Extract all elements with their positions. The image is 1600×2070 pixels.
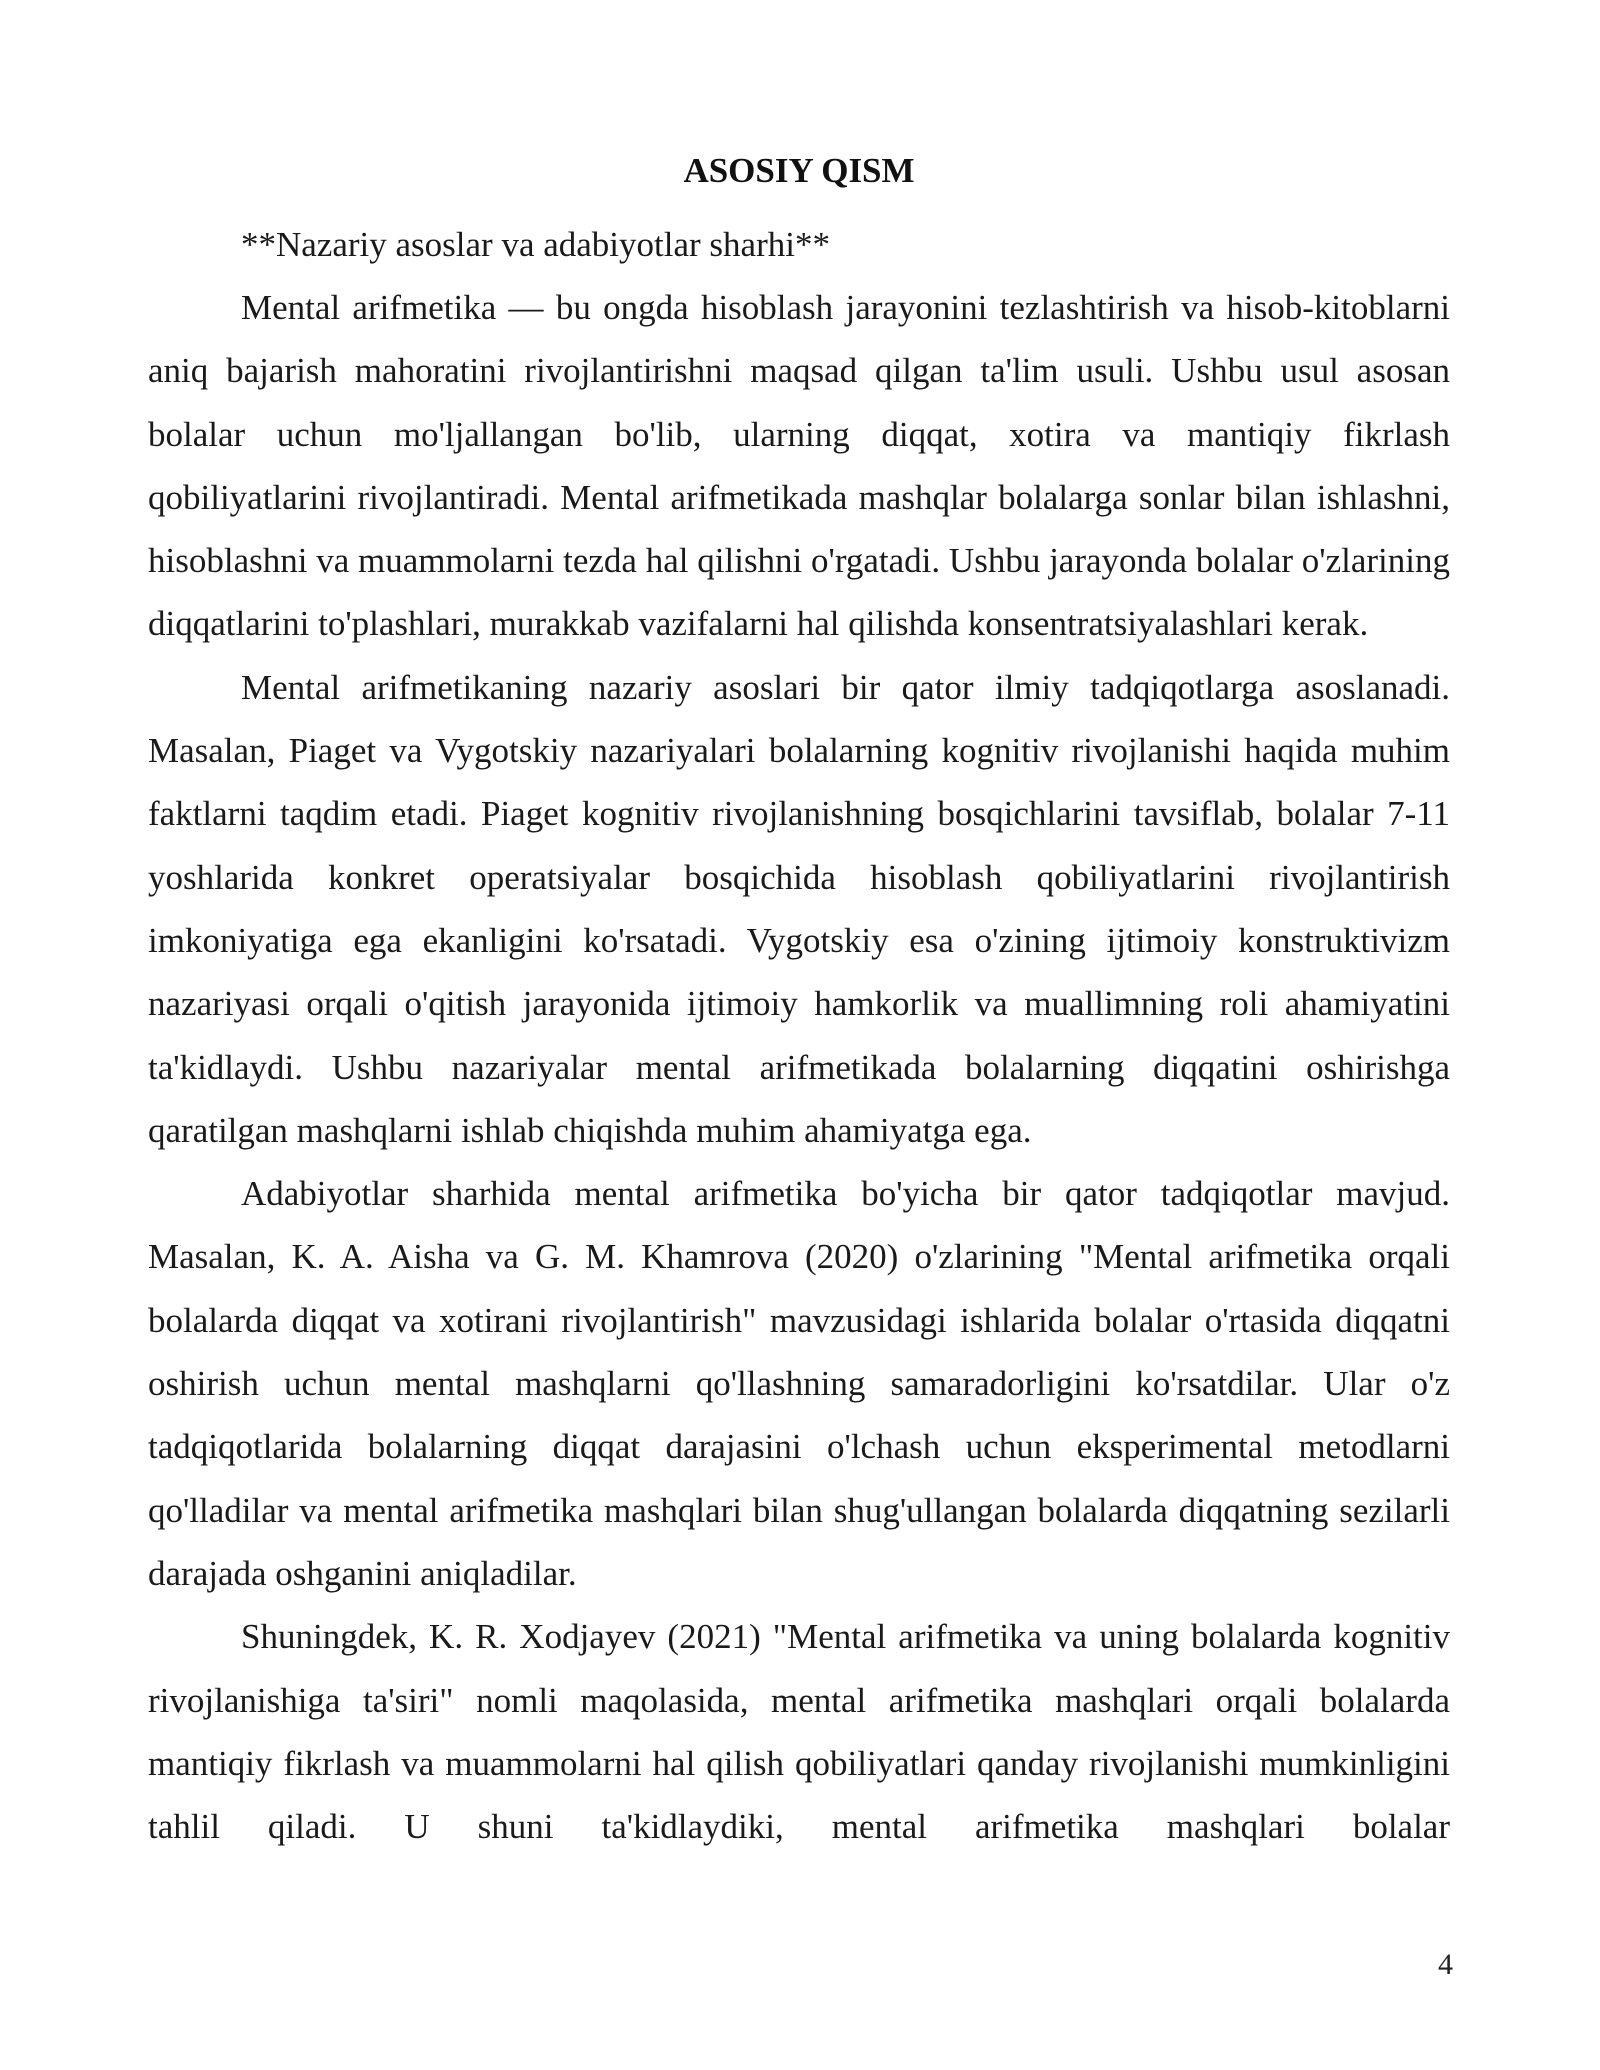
paragraph-4: Shuningdek, K. R. Xodjayev (2021) "Mental arifmetika va uning bolalarda kognitiv rivojlanishiga ta'siri" nomli maqolasida, mental arifmetika mashqlari orqali bolalarda mantiqiy fikrlash va muammolarni hal qilish qobiliyatlari qanday rivojlanishi mumkinligini tahlil qiladi. U shuni ta'kidlaydiki, mental arifmetika mashqlari bolalar [148,1617,1450,1847]
body-text [148,213,1450,1858]
paragraph-1: Mental arifmetika — bu ongda hisoblash jarayonini tezlashtirish va hisob-kitoblarni aniq bajarish mahoratini rivojlantirishni maqsad qilgan ta'lim usuli. Ushbu usul asosan bolalar uchun mo'ljallangan bo'lib, ularning diqqat, xotira va mantiqiy fikrlash qobiliyatlarini rivojlantiradi. Mental arifmetikada mashqlar bolalarga sonlar bilan ishlashni, hisoblashni va muammolarni tezda hal qilishni o'rgatadi. Ushbu jarayonda bolalar o'zlarining diqqatlarini to'plashlari, murakkab vazifalarni hal qilishda konsentratsiyalashlari kerak. [148,288,1450,644]
page-number: 4 [1438,1948,1453,1981]
paragraph-2: Mental arifmetikaning nazariy asoslari bir qator ilmiy tadqiqotlarga asoslanadi. Masalan, Piaget va Vygotskiy nazariyalari bolalarning kognitiv rivojlanishi haqida muhim faktlarni taqdim etadi. Piaget kognitiv rivojlanishning bosqichlarini tavsiflab, bolalar 7-11 yoshlarida konkret operatsiyalar bosqichida hisoblash qobiliyatlarini rivojlantirish imkoniyatiga ega ekanligini ko'rsatadi. Vygotskiy esa o'zining ijtimoiy konstruktivizm nazariyasi orqali o'qitish jarayonida ijtimoiy hamkorlik va muallimning roli ahamiyatini ta'kidlaydi. Ushbu nazariyalar mental arifmetikada bolalarning diqqatini oshirishga qaratilgan mashqlarni ishlab chiqishda muhim ahamiyatga ega. [148,667,1450,1150]
paragraph-3: Adabiyotlar sharhida mental arifmetika bo'yicha bir qator tadqiqotlar mavjud. Masalan, K. A. Aisha va G. M. Khamrova (2020) o'zlarining "Mental arifmetika orqali bolalarda diqqat va xotirani rivojlantirish" mavzusidagi ishlarida bolalar o'rtasida diqqatni oshirish uchun mental mashqlarni qo'llashning samaradorligini ko'rsatdilar. Ular o'z tadqiqotlarida bolalarning diqqat darajasini o'lchash uchun eksperimental metodlarni qo'lladilar va mental arifmetika mashqlari bilan shug'ullangan bolalarda diqqatning sezilarli darajada oshganini aniqladilar. [148,1174,1450,1593]
section-heading: ASOSIY QISM [683,151,915,190]
subsection-heading: **Nazariy asoslar va adabiyotlar sharhi** [241,225,830,264]
